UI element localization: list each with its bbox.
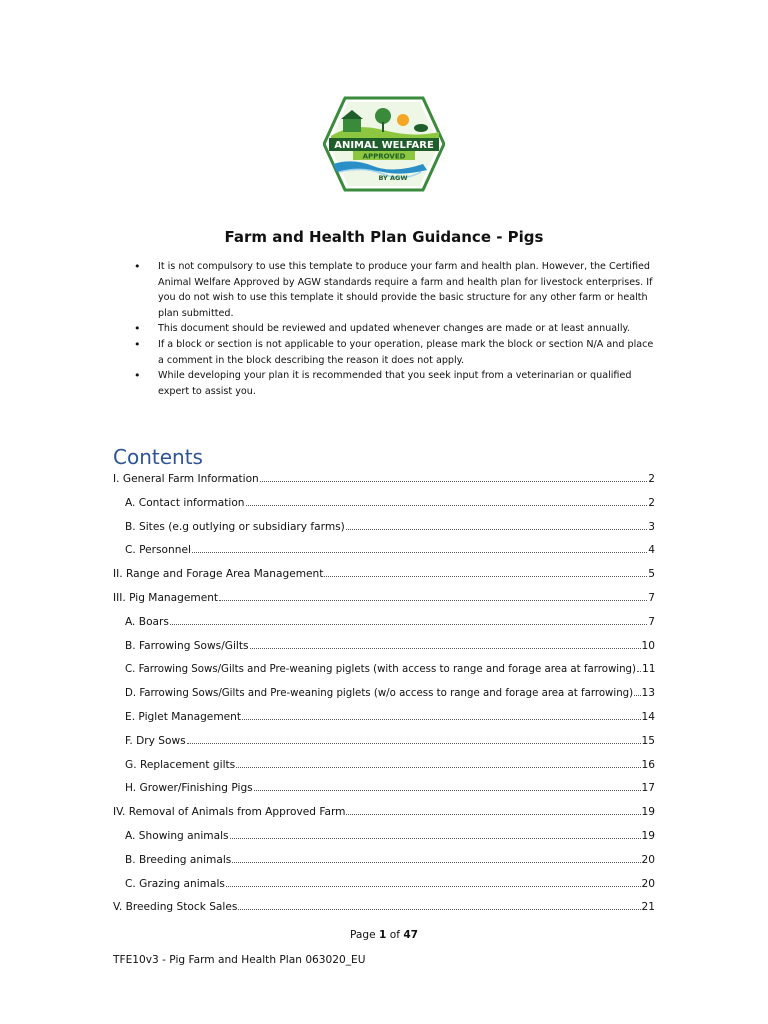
toc-entry[interactable] bbox=[113, 710, 655, 734]
toc-entry[interactable] bbox=[113, 781, 655, 805]
bullet-text: If a block or section is not applicable to your operation, please mark the block or section N/A and place a comment in the block describing the reason it does not apply. bbox=[158, 338, 654, 366]
toc-entry-title: F. Dry Sows bbox=[125, 734, 186, 747]
toc-leader bbox=[219, 591, 647, 601]
toc-entry-title: C. Personnel bbox=[125, 544, 191, 557]
toc-entry-title: III. Pig Management bbox=[113, 591, 219, 604]
toc-entry-title: H. Grower/Finishing Pigs bbox=[125, 782, 253, 795]
page-of: of bbox=[389, 929, 400, 941]
toc-leader bbox=[634, 686, 640, 696]
toc-leader bbox=[250, 639, 641, 649]
toc-entry-page: 19 bbox=[641, 806, 655, 819]
toc-entry[interactable] bbox=[113, 472, 655, 496]
toc-entry-page: 4 bbox=[648, 544, 655, 557]
toc-entry-title: G. Replacement gilts bbox=[125, 758, 236, 771]
toc-leader bbox=[226, 877, 641, 887]
toc-entry[interactable] bbox=[113, 877, 655, 901]
toc-leader bbox=[346, 520, 647, 530]
document-footer: TFE10v3 - Pig Farm and Health Plan 063020_EU bbox=[113, 954, 366, 966]
bullet-icon: • bbox=[134, 337, 141, 351]
toc-entry[interactable] bbox=[113, 900, 655, 924]
toc-entry[interactable] bbox=[113, 567, 655, 591]
toc-entry-page: 15 bbox=[641, 734, 655, 747]
page-title: Farm and Health Plan Guidance - Pigs bbox=[224, 228, 544, 246]
toc-entry-title: B. Farrowing Sows/Gilts bbox=[125, 639, 249, 652]
bullet-item bbox=[134, 259, 658, 321]
logo-line3: BY AGW bbox=[378, 174, 408, 182]
guidance-bullet-list bbox=[134, 259, 658, 399]
page-label: Page bbox=[349, 929, 376, 941]
toc-entry[interactable] bbox=[113, 805, 655, 829]
toc-entry-page: 2 bbox=[648, 496, 655, 509]
toc-leader bbox=[187, 734, 641, 744]
contents-heading: Contents bbox=[113, 445, 203, 469]
toc-entry-title: A. Boars bbox=[125, 615, 169, 628]
toc-entry-title: A. Contact information bbox=[125, 496, 245, 509]
toc-entry-title: IV. Removal of Animals from Approved Farm bbox=[113, 806, 346, 819]
toc-entry-title: C. Grazing animals bbox=[125, 877, 225, 890]
toc-entry-page: 3 bbox=[648, 520, 655, 533]
toc-entry-title: B. Sites (e.g outlying or subsidiary farms) bbox=[125, 520, 345, 533]
toc-entry[interactable] bbox=[113, 520, 655, 544]
toc-entry[interactable] bbox=[113, 734, 655, 758]
logo-line2: APPROVED bbox=[362, 152, 406, 161]
bullet-icon: • bbox=[134, 322, 141, 336]
bullet-text: It is not compulsory to use this template to produce your farm and health plan. However, the Certified Animal Welfare Approved by AGW standards require a farm and health plan for livestock enterprises. If you do not wish to use this template it should provide the basic structure for any other farm or health plan submitted. bbox=[158, 261, 653, 319]
page-number bbox=[0, 929, 768, 941]
toc-entry[interactable] bbox=[113, 639, 655, 663]
toc-leader bbox=[346, 805, 640, 815]
toc-entry-title: E. Piglet Management bbox=[125, 710, 242, 723]
toc-entry[interactable] bbox=[113, 853, 655, 877]
toc-entry-title: C. Farrowing Sows/Gilts and Pre-weaning piglets (with access to range and forage area at farrowing) bbox=[125, 664, 636, 676]
toc-leader bbox=[236, 758, 640, 768]
toc-entry-page: 13 bbox=[641, 687, 655, 700]
toc-leader bbox=[192, 543, 647, 553]
toc-entry-title: I. General Farm Information bbox=[113, 473, 259, 485]
toc-entry-title: D. Farrowing Sows/Gilts and Pre-weaning piglets (w/o access to range and forage area at farrowing) bbox=[125, 688, 634, 700]
toc-entry-title: II. Range and Forage Area Management bbox=[113, 568, 324, 581]
barn-icon bbox=[343, 118, 361, 132]
toc-entry-page: 5 bbox=[648, 568, 655, 581]
toc-leader bbox=[242, 710, 640, 720]
toc-entry-page: 19 bbox=[641, 829, 655, 842]
toc-leader bbox=[254, 781, 641, 791]
toc-entry[interactable] bbox=[113, 591, 655, 615]
toc-entry-page: 20 bbox=[641, 877, 655, 890]
toc-entry-page: 21 bbox=[641, 901, 655, 914]
sun-icon bbox=[397, 114, 409, 126]
toc-leader bbox=[170, 615, 647, 625]
logo-line1: ANIMAL WELFARE bbox=[334, 140, 434, 151]
toc-leader bbox=[230, 829, 641, 839]
toc-entry[interactable] bbox=[113, 615, 655, 639]
toc-entry[interactable] bbox=[113, 686, 655, 710]
toc-entry-page: 17 bbox=[641, 782, 655, 795]
bullet-item bbox=[134, 337, 658, 368]
bullet-item bbox=[134, 321, 658, 337]
bullet-item bbox=[134, 368, 658, 399]
toc-entry-page: 10 bbox=[641, 639, 655, 652]
toc-entry[interactable] bbox=[113, 496, 655, 520]
toc-entry[interactable] bbox=[113, 829, 655, 853]
toc-entry-title: V. Breeding Stock Sales bbox=[113, 901, 238, 914]
animal-welfare-approved-logo bbox=[323, 96, 445, 192]
toc-leader bbox=[232, 853, 640, 863]
toc-entry-page: 2 bbox=[648, 473, 655, 485]
toc-entry-page: 7 bbox=[648, 615, 655, 628]
toc-entry-title: B. Breeding animals bbox=[125, 853, 232, 866]
toc-leader bbox=[637, 662, 641, 672]
toc-entry[interactable] bbox=[113, 662, 655, 686]
bullet-text: This document should be reviewed and updated whenever changes are made or at least annually. bbox=[158, 323, 630, 335]
page-total: 47 bbox=[403, 929, 419, 941]
bullet-text: While developing your plan it is recommended that you seek input from a veterinarian or qualified expert to assist you. bbox=[158, 370, 632, 397]
toc-entry-title: A. Showing animals bbox=[125, 829, 229, 842]
tree-icon bbox=[375, 108, 391, 124]
cow-icon bbox=[414, 124, 428, 132]
bullet-icon: • bbox=[134, 369, 141, 383]
bullet-icon: • bbox=[134, 260, 141, 273]
toc-entry[interactable] bbox=[113, 758, 655, 782]
toc-entry-page: 14 bbox=[641, 710, 655, 723]
toc-entry-page: 16 bbox=[641, 758, 655, 771]
toc-leader bbox=[246, 496, 648, 506]
toc-entry-page: 7 bbox=[648, 591, 655, 604]
toc-entry[interactable] bbox=[113, 543, 655, 567]
toc-leader bbox=[238, 900, 640, 910]
toc-entry-page: 11 bbox=[642, 663, 656, 676]
toc-leader bbox=[324, 567, 647, 577]
toc-leader bbox=[260, 472, 647, 482]
table-of-contents bbox=[113, 472, 655, 924]
page-current: 1 bbox=[378, 929, 387, 941]
toc-entry-page: 20 bbox=[641, 853, 655, 866]
